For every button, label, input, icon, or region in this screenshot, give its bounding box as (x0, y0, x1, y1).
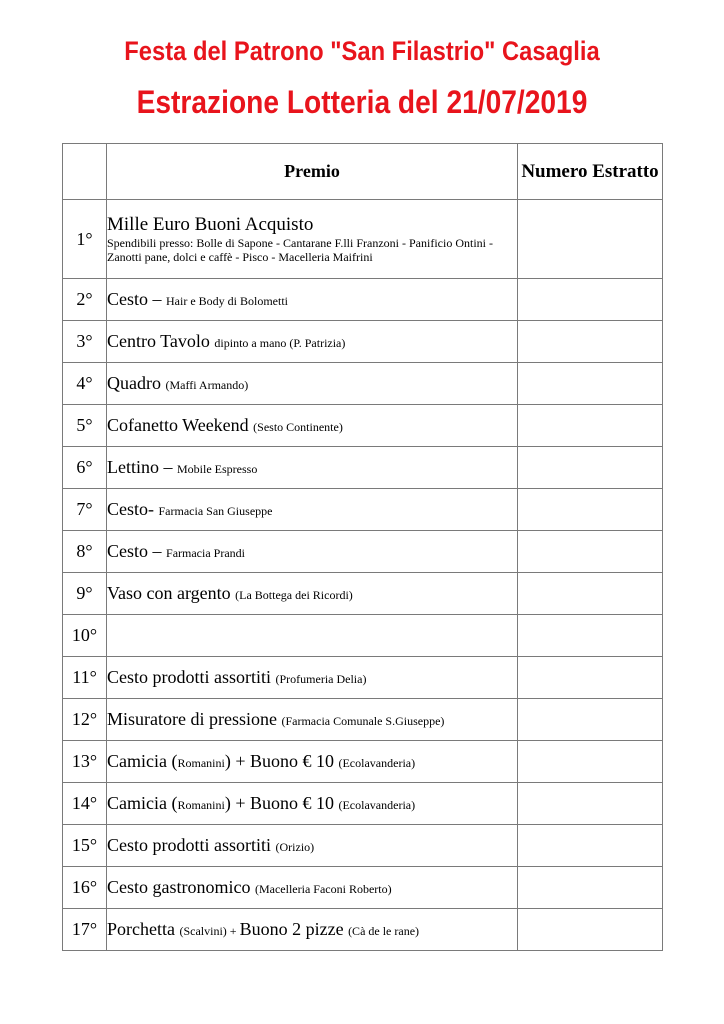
prize-name: Camicia ( (107, 750, 178, 771)
table-row (63, 573, 663, 615)
table-row (63, 279, 663, 321)
drawn-number (518, 405, 663, 447)
prize-description (107, 867, 518, 909)
prize-rank: 15° (63, 825, 107, 867)
prize-description (107, 909, 518, 951)
drawn-number (518, 909, 663, 951)
prize-name: Centro Tavolo (107, 330, 215, 351)
prize-description (107, 200, 518, 279)
table-row (63, 200, 663, 279)
table-row (63, 489, 663, 531)
drawn-number (518, 825, 663, 867)
prize-rank: 10° (63, 615, 107, 657)
prize-description (107, 489, 518, 531)
drawn-number (518, 531, 663, 573)
header-number (63, 144, 107, 200)
prize-description (107, 573, 518, 615)
drawn-number (518, 783, 663, 825)
table-row (63, 321, 663, 363)
prize-detail: (Profumeria Delia) (275, 671, 367, 686)
prize-detail-extra: (Cà de le rane) (348, 923, 420, 938)
drawn-number (518, 489, 663, 531)
prize-detail: Farmacia San Giuseppe (158, 503, 273, 518)
prize-rank: 3° (63, 321, 107, 363)
event-title: Festa del Patrono "San Filastrio" Casaglia (124, 36, 600, 66)
table-row (63, 909, 663, 951)
prize-detail: (Farmacia Comunale S.Giuseppe) (281, 713, 445, 728)
drawn-number (518, 741, 663, 783)
prize-description (107, 321, 518, 363)
lottery-title: Estrazione Lotteria del 21/07/2019 (136, 84, 588, 120)
prize-name: Cesto – (107, 288, 167, 309)
table-row (63, 615, 663, 657)
prize-detail: (La Bottega dei Ricordi) (235, 587, 353, 602)
prize-description (107, 699, 518, 741)
table-row (63, 825, 663, 867)
prize-description (107, 363, 518, 405)
prize-detail: (Scalvini) + (179, 923, 240, 938)
prize-table (62, 143, 663, 951)
prize-rank: 9° (63, 573, 107, 615)
prize-name-extra: ) + Buono € 10 (224, 792, 339, 813)
prize-name: Lettino – (107, 456, 177, 477)
prize-detail-extra: (Ecolavanderia) (338, 755, 416, 770)
prize-description (107, 657, 518, 699)
prize-description (107, 279, 518, 321)
prize-detail: Romanini (177, 797, 225, 812)
prize-rank: 16° (63, 867, 107, 909)
prize-name: Cesto- (107, 498, 159, 519)
prize-description (107, 531, 518, 573)
drawn-number (518, 363, 663, 405)
prize-rank: 4° (63, 363, 107, 405)
table-row (63, 447, 663, 489)
prize-rank: 11° (63, 657, 107, 699)
prize-name: Cesto prodotti assortiti (107, 834, 276, 855)
prize-rank: 17° (63, 909, 107, 951)
prize-description (107, 615, 518, 657)
prize-rank: 8° (63, 531, 107, 573)
prize-detail: Hair e Body di Bolometti (166, 293, 289, 308)
prize-rank: 12° (63, 699, 107, 741)
drawn-number (518, 699, 663, 741)
prize-name-extra: Buono 2 pizze (239, 918, 349, 939)
prize-detail: (Sesto Continente) (253, 419, 343, 434)
prize-name: Cesto prodotti assortiti (107, 666, 276, 687)
table-row (63, 699, 663, 741)
prize-detail: Romanini (177, 755, 225, 770)
prize-description (107, 741, 518, 783)
table-row (63, 783, 663, 825)
drawn-number (518, 573, 663, 615)
drawn-number (518, 447, 663, 489)
prize-detail: dipinto a mano (P. Patrizia) (214, 335, 346, 350)
prize-rank: 13° (63, 741, 107, 783)
prize-detail: (Macelleria Faconi Roberto) (254, 881, 392, 896)
header-prize: Premio (107, 144, 518, 200)
prize-name: Mille Euro Buoni Acquisto (107, 214, 314, 235)
prize-detail: (Maffi Armando) (165, 377, 249, 392)
table-row (63, 741, 663, 783)
prize-rank: 14° (63, 783, 107, 825)
table-row (63, 363, 663, 405)
drawn-number (518, 279, 663, 321)
prize-name: Cofanetto Weekend (107, 414, 254, 435)
table-row (63, 531, 663, 573)
table-row (63, 657, 663, 699)
table-row (63, 405, 663, 447)
prize-detail: (Orizio) (275, 839, 315, 854)
prize-name: Quadro (107, 372, 166, 393)
drawn-number (518, 200, 663, 279)
prize-description (107, 405, 518, 447)
prize-rank: 1° (63, 200, 107, 279)
drawn-number (518, 867, 663, 909)
prize-name: Cesto – (107, 540, 167, 561)
prize-rank: 2° (63, 279, 107, 321)
prize-description (107, 447, 518, 489)
prize-name: Misuratore di pressione (107, 708, 282, 729)
prize-detail: Farmacia Prandi (166, 545, 245, 560)
drawn-number (518, 615, 663, 657)
table-row (63, 867, 663, 909)
prize-rank: 5° (63, 405, 107, 447)
table-header-row (63, 144, 663, 200)
prize-detail: Mobile Espresso (177, 461, 258, 476)
prize-rank: 6° (63, 447, 107, 489)
prize-name: Porchetta (107, 918, 180, 939)
prize-name-extra: ) + Buono € 10 (224, 750, 339, 771)
prize-detail: Spendibili presso: Bolle di Sapone - Cantarane F.lli Franzoni - Panificio Ontini - Zanotti pane, dolci e caffè - Pisco - Macelleria Maifrini (107, 236, 493, 264)
prize-name: Camicia ( (107, 792, 178, 813)
header-drawn-number: Numero Estratto (518, 144, 663, 200)
prize-description (107, 783, 518, 825)
prize-name: Cesto gastronomico (107, 876, 255, 897)
prize-description (107, 825, 518, 867)
prize-rank: 7° (63, 489, 107, 531)
prize-detail-extra: (Ecolavanderia) (338, 797, 416, 812)
drawn-number (518, 657, 663, 699)
drawn-number (518, 321, 663, 363)
prize-name: Vaso con argento (107, 582, 236, 603)
